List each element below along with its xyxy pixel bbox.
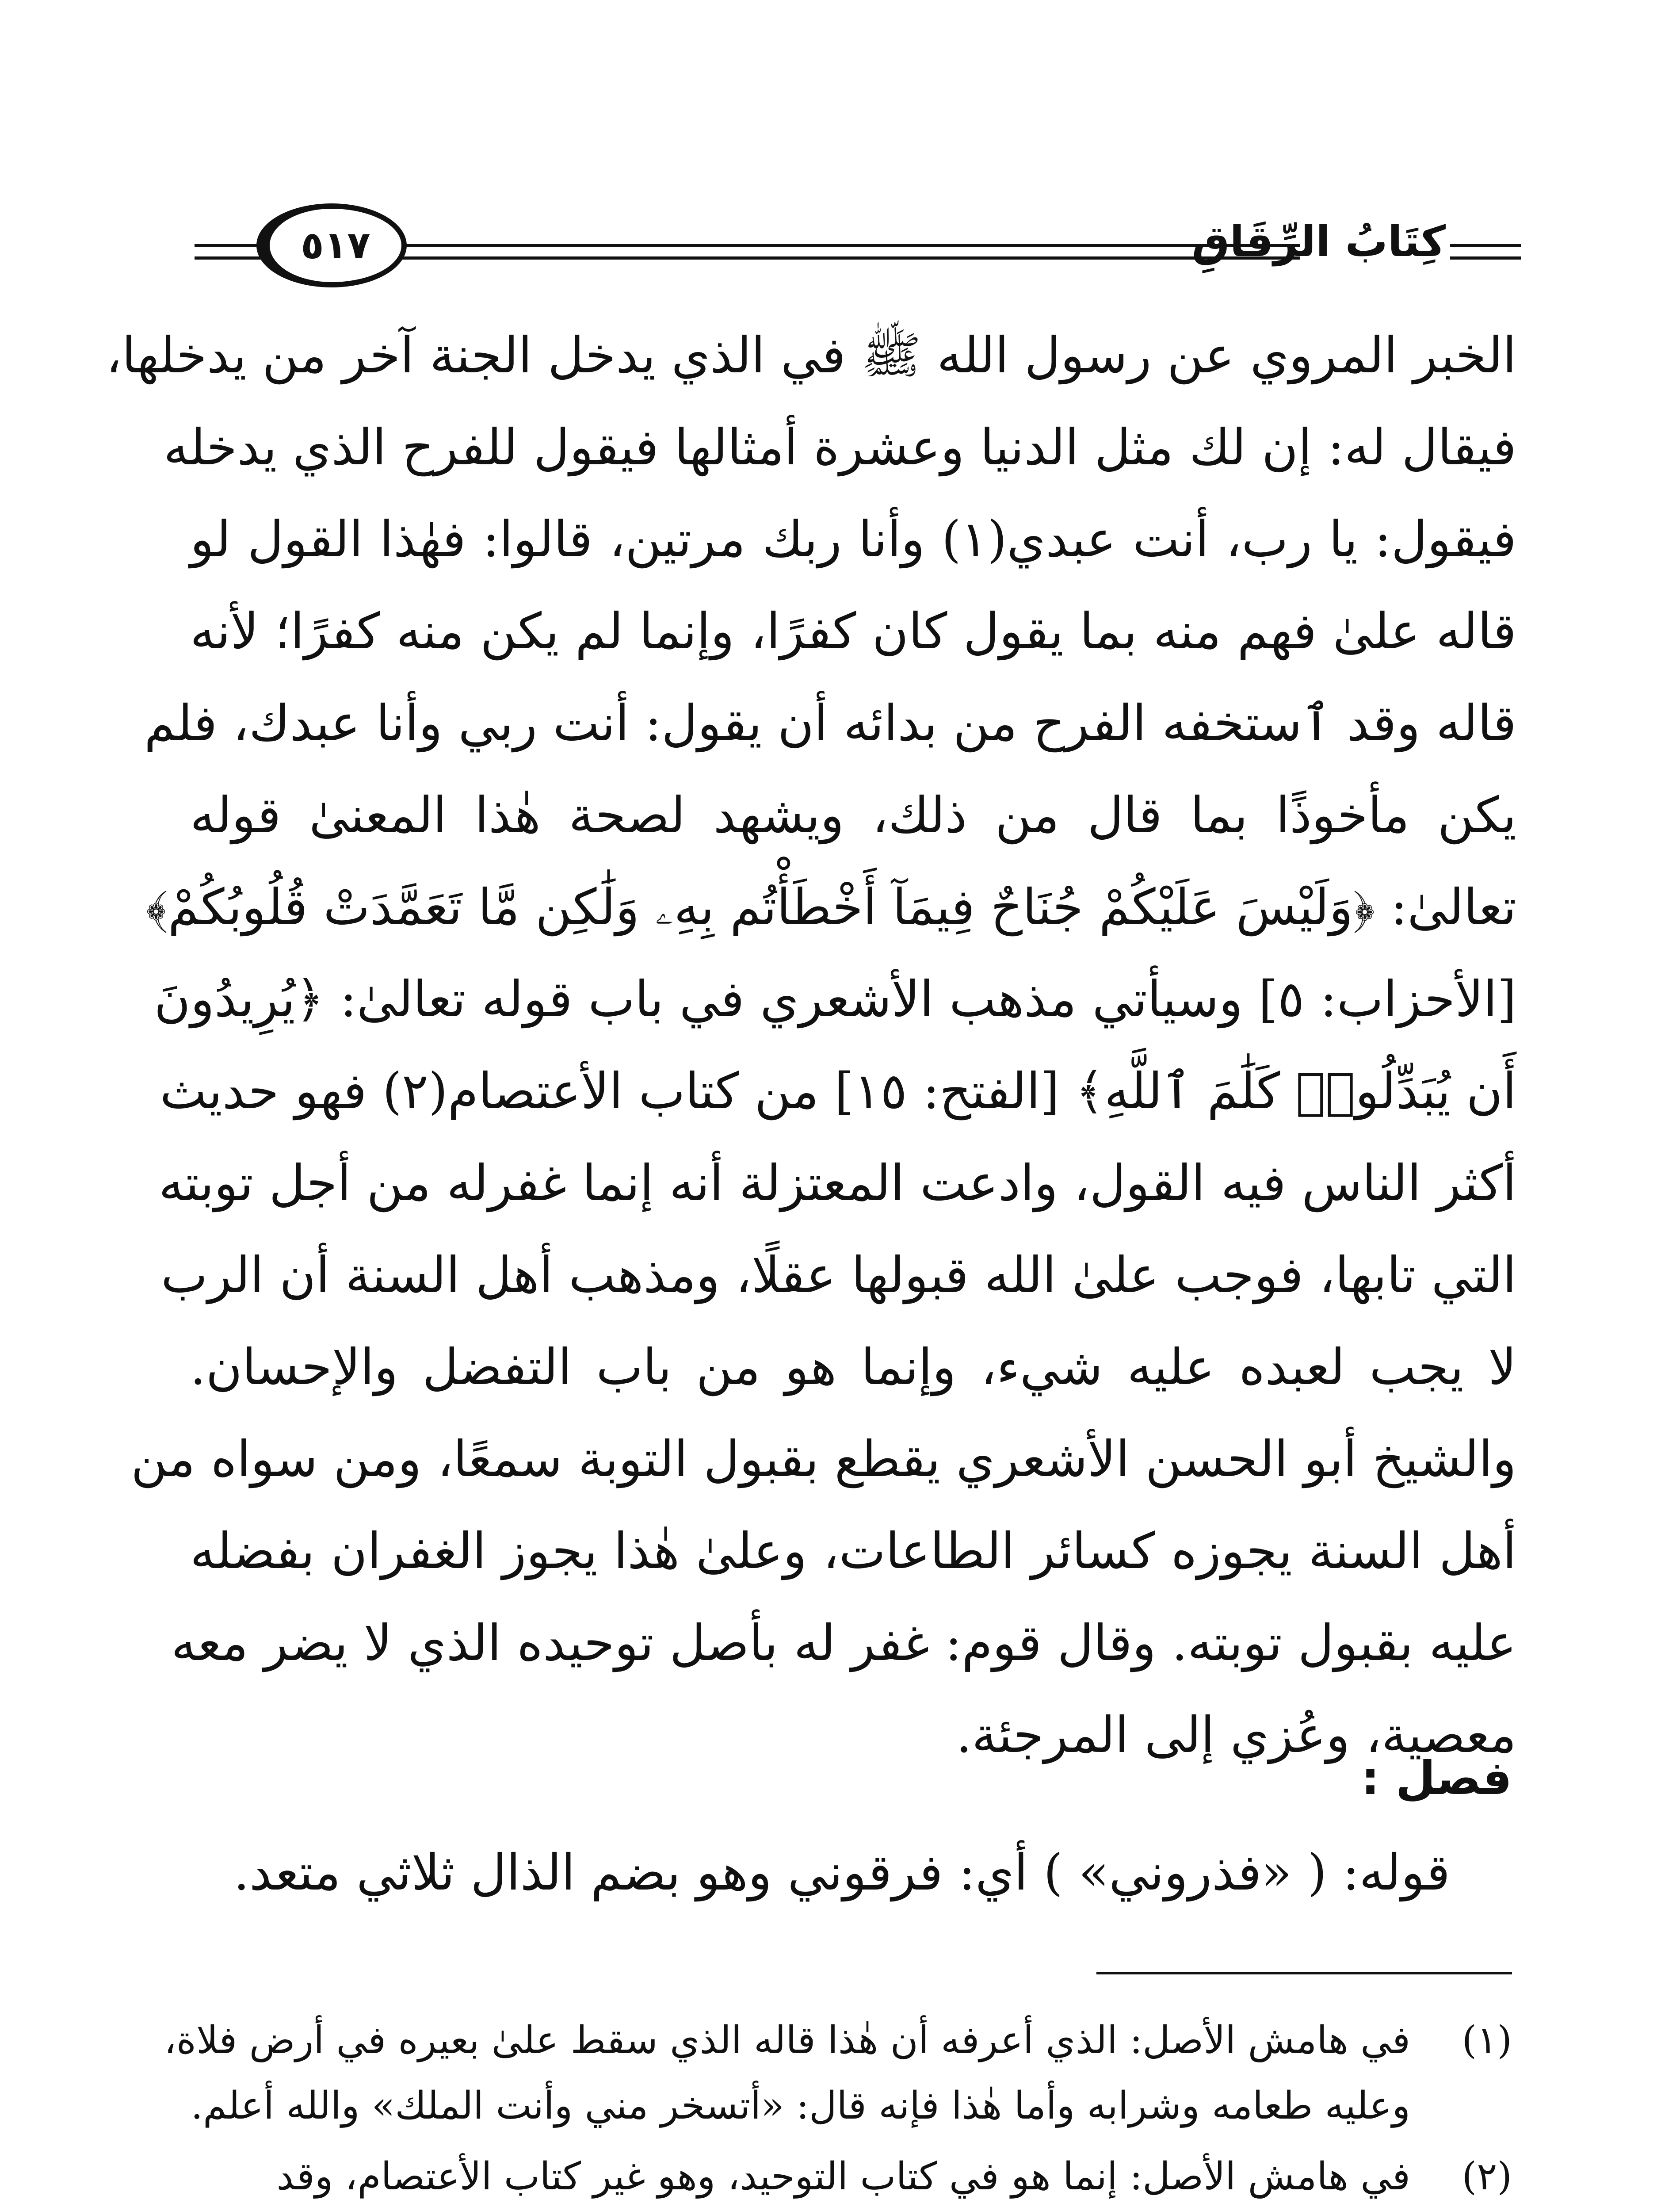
text-line: عليه بقبول توبته. وقال قوم: غفر له بأصل توحيده الذي لا يضر معه: [171, 1614, 1516, 1672]
quoted-explanation: قوله: ( «فذروني» ) أي: فرقوني وهو بضم الذال ثلاثي متعد.: [233, 1844, 1450, 1901]
footnote-1: [164, 2008, 1521, 2138]
text-line: يكن مأخوذًا بما قال من ذلك، ويشهد لصحة هٰذا المعنىٰ قوله: [190, 787, 1516, 844]
text-line: أكثر الناس فيه القول، وادعت المعتزلة أنه إنما غفرله من أجل توبته: [158, 1155, 1516, 1212]
book-title: كِتَابُ الرِّقَاقِ: [1191, 217, 1446, 266]
text-line: قاله وقد ٱستخفه الفرح من بدائه أن يقول: أنت ربي وأنا عبدك، فلم: [144, 695, 1516, 752]
text-line: والشيخ أبو الحسن الأشعري يقطع بقبول التوبة سمعًا، ومن سواه من: [131, 1431, 1516, 1488]
footnote-separator: [1096, 1972, 1512, 1974]
header-rule-left-bottom: [195, 256, 270, 260]
footnote-line: [186, 2209, 1410, 2211]
page-header: [186, 190, 1521, 296]
text-line: أهل السنة يجوزه كسائر الطاعات، وعلىٰ هٰذا يجوز الغفران بفضله: [190, 1522, 1516, 1580]
text-line: الخبر المروي عن رسول الله ﷺ في الذي يدخل الجنة آخر من يدخلها،: [106, 327, 1516, 384]
header-rule-middle-bottom: [389, 256, 1300, 260]
footnotes: [164, 2008, 1521, 2211]
text-line: تعالىٰ: ﴿وَلَيْسَ عَلَيْكُمْ جُنَاحٌ فِيمَآ أَخْطَأْتُم بِهِۦ وَلَٰكِن مَّا تَعَمَّدَتْ قُلُوبُكُمْ﴾: [146, 879, 1516, 936]
footnote-line: في هامش الأصل: إنما هو في كتاب التوحيد، وهو غير كتاب الأعتصام، وقد: [276, 2154, 1410, 2199]
text-line: فيقال له: إن لك مثل الدنيا وعشرة أمثالها فيقول للفرح الذي يدخله: [163, 419, 1516, 476]
text-line: قاله علىٰ فهم منه بما يقول كان كفرًا، وإنما لم يكن منه كفرًا؛ لأنه: [190, 603, 1516, 660]
section-heading: فصل :: [1361, 1751, 1512, 1805]
header-rule-middle-top: [389, 244, 1300, 247]
text-line: معصية، وعُزي إلى المرجئة.: [956, 1706, 1516, 1764]
text-line: أَن يُبَدِّلُوا۟ كَلَٰمَ ٱللَّهِ﴾ [الفتح: ١٥] من كتاب الأعتصام(٢) فهو حديث: [160, 1063, 1516, 1120]
text-line: [الأحزاب: ٥] وسيأتي مذهب الأشعري في باب قوله تعالىٰ: ﴿يُرِيدُونَ: [154, 971, 1516, 1028]
header-rule-right-top: [1450, 244, 1521, 247]
text-line: التي تابها، فوجب علىٰ الله قبولها عقلًا، ومذهب أهل السنة أن الرب: [161, 1247, 1516, 1304]
footnote-line: في هامش الأصل: الذي أعرفه أن هٰذا قاله الذي سقط علىٰ بعيره في أرض فلاة،: [164, 2018, 1410, 2062]
footnote-marker: (٢): [1462, 2154, 1512, 2199]
page-number: ٥١٧: [301, 223, 370, 268]
header-rule-right-bottom: [1450, 256, 1521, 260]
footnote-2: [186, 2144, 1521, 2211]
footnote-marker: (١): [1462, 2018, 1512, 2062]
page-number-badge: [256, 203, 407, 287]
footnote-line: وعليه طعامه وشرابه وأما هٰذا فإنه قال: «أتسخر مني وأنت الملك» والله أعلم.: [191, 2084, 1410, 2128]
text-line: لا يجب لعبده عليه شيء، وإنما هو من باب التفضل والإحسان.: [190, 1339, 1517, 1396]
main-text: [106, 310, 1517, 1781]
text-line: فيقول: يا رب، أنت عبدي(١) وأنا ربك مرتين، قالوا: فهٰذا القول لو: [190, 511, 1517, 568]
